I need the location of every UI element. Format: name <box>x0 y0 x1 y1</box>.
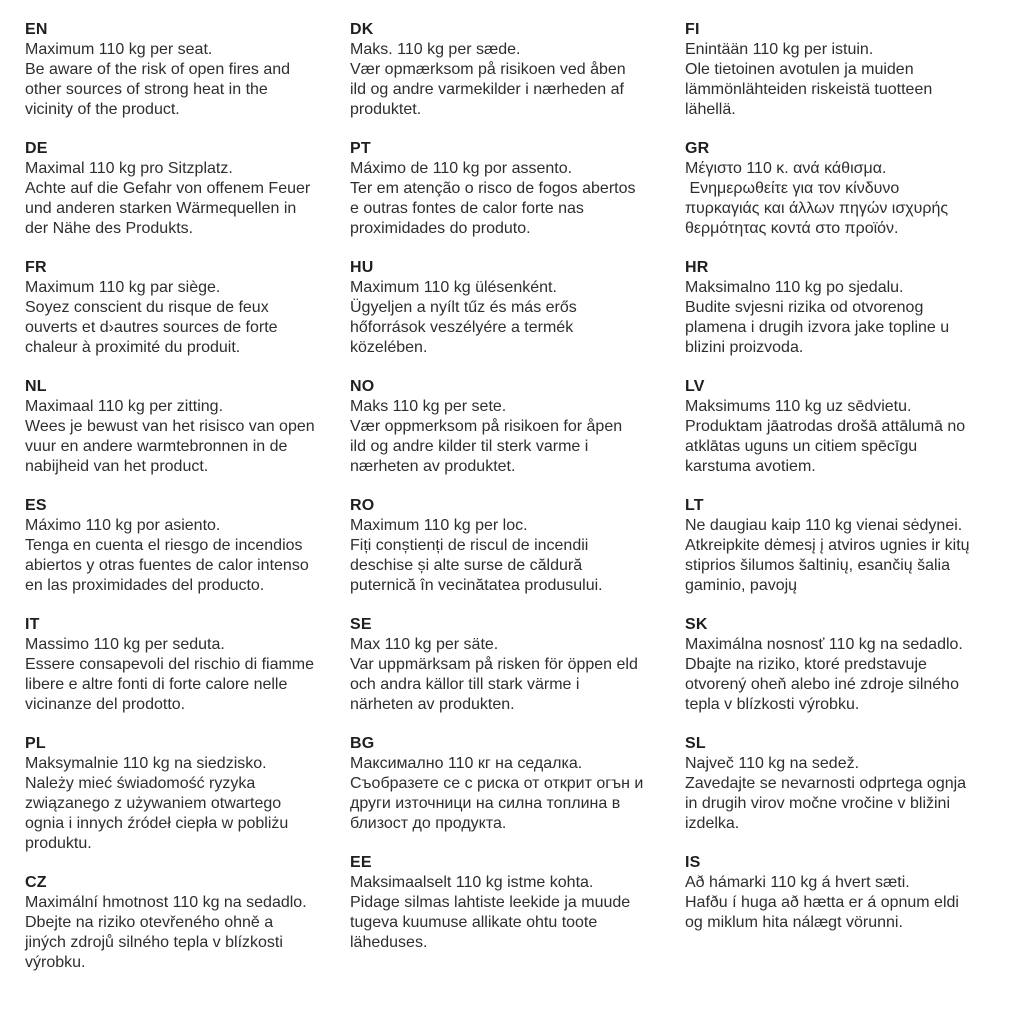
notice-line: Be aware of the risk of open fires and <box>25 61 291 78</box>
notice-line: близост до продукта. <box>350 815 507 832</box>
notice-line: karstuma avotiem. <box>685 458 816 475</box>
notice-line: e outras fontes de calor forte nas <box>350 200 584 217</box>
notice-line: tugeva kuumuse allikate ohtu toote <box>350 914 598 931</box>
notice-line: други източници на силна топлина в <box>350 795 621 812</box>
language-code: HU <box>350 259 374 276</box>
language-block-pl <box>25 734 350 854</box>
notice-line: πυρκαγιάς και άλλων πηγών ισχυρής <box>685 200 949 217</box>
notice-line: Vær oppmerksom på risikoen for åpen <box>350 418 623 435</box>
notice-line: proximidades do produto. <box>350 220 531 237</box>
language-code: BG <box>350 735 375 752</box>
notice-line: libere e altre fonti di forte calore nelle <box>25 676 288 693</box>
notice-line: jiných zdrojů silného tepla v blízkosti <box>25 934 283 951</box>
language-block-no <box>350 377 685 477</box>
notice-line: Máximo 110 kg por asiento. <box>25 517 221 534</box>
notice-line: Var uppmärksam på risken för öppen eld <box>350 656 638 673</box>
language-code: DE <box>25 140 48 157</box>
notice-line: Vær opmærksom på risikoen ved åben <box>350 61 626 78</box>
notice-line: Należy mieć świadomość ryzyka <box>25 775 256 792</box>
notice-line: Maksimums 110 kg uz sēdvietu. <box>685 398 912 415</box>
notice-line: og miklum hita nálægt vörunni. <box>685 914 903 931</box>
language-block-sl <box>685 734 1024 834</box>
language-block-se <box>350 615 685 715</box>
language-code: RO <box>350 497 375 514</box>
notice-line: Soyez conscient du risque de feux <box>25 299 269 316</box>
language-code: GR <box>685 140 710 157</box>
notice-line: en las proximidades del producto. <box>25 577 265 594</box>
notice-line: produktu. <box>25 835 92 852</box>
notice-line: Hafðu í huga að hætta er á opnum eldi <box>685 894 959 911</box>
notice-line: läheduses. <box>350 934 428 951</box>
notice-line: Maximaal 110 kg per zitting. <box>25 398 224 415</box>
language-block-lv <box>685 377 1024 477</box>
notice-line: hőforrások veszélyére a termék <box>350 319 574 336</box>
notice-line: Ole tietoinen avotulen ja muiden <box>685 61 914 78</box>
notice-line: Að hámarki 110 kg á hvert sæti. <box>685 874 910 891</box>
notice-line: in drugih virov močne vročine v bližini <box>685 795 950 812</box>
notice-line: stiprios šilumos šaltinių, esančių šalia <box>685 557 950 574</box>
language-block-pt <box>350 139 685 239</box>
notice-line: und anderen starken Wärmequellen in <box>25 200 297 217</box>
notice-line: och andra källor till stark värme i <box>350 676 580 693</box>
column-3 <box>685 20 1024 952</box>
language-code: PT <box>350 140 371 157</box>
notice-line: Максимално 110 кг на седалка. <box>350 755 583 772</box>
notice-line: Maximálna nosnosť 110 kg na sedadlo. <box>685 636 963 653</box>
language-block-es <box>25 496 350 596</box>
notice-line: výrobku. <box>25 954 86 971</box>
notice-line: ild og andre varmekilder i nærheden af <box>350 81 624 98</box>
notice-line: ognia i innych źródeł ciepła w pobliżu <box>25 815 289 832</box>
language-block-dk <box>350 20 685 120</box>
notice-line: közelében. <box>350 339 428 356</box>
language-block-hu <box>350 258 685 358</box>
notice-line: Enintään 110 kg per istuin. <box>685 41 874 58</box>
notice-line: Wees je bewust van het risisco van open <box>25 418 315 435</box>
language-code: SK <box>685 616 708 633</box>
notice-line: lähellä. <box>685 101 736 118</box>
language-code: EE <box>350 854 372 871</box>
notice-line: Atkreipkite dėmesį į atviros ugnies ir kitų <box>685 537 970 554</box>
language-block-hr <box>685 258 1024 358</box>
notice-line: vuur en andere warmtebronnen in de <box>25 438 288 455</box>
notice-line: plamena i drugih izvora jake topline u <box>685 319 950 336</box>
notice-line: ild og andre kilder til sterk varme i <box>350 438 589 455</box>
notice-line: Max 110 kg per säte. <box>350 636 499 653</box>
notice-line: Ne daugiau kaip 110 kg vienai sėdynei. <box>685 517 963 534</box>
notice-line: Maximální hmotnost 110 kg na sedadlo. <box>25 894 307 911</box>
language-block-gr <box>685 139 1024 239</box>
language-block-sk <box>685 615 1024 715</box>
language-block-it <box>25 615 350 715</box>
notice-line: Maximum 110 kg ülésenként. <box>350 279 557 296</box>
notice-line: Maks 110 kg per sete. <box>350 398 507 415</box>
notice-line: Maximum 110 kg par siège. <box>25 279 221 296</box>
language-code: PL <box>25 735 46 752</box>
notice-line: Съобразете се с риска от открит огън и <box>350 775 644 792</box>
notice-line: produktet. <box>350 101 422 118</box>
notice-line: lämmönlähteiden riskeistä tuotteen <box>685 81 933 98</box>
notice-line: Pidage silmas lahtiste leekide ja muude <box>350 894 631 911</box>
language-code: NO <box>350 378 375 395</box>
language-code: NL <box>25 378 47 395</box>
language-block-fr <box>25 258 350 358</box>
notice-line: Maks. 110 kg per sæde. <box>350 41 521 58</box>
notice-line: Máximo de 110 kg por assento. <box>350 160 573 177</box>
notice-line: Maximum 110 kg per loc. <box>350 517 528 534</box>
notice-line: Produktam jāatrodas drošā attālumā no <box>685 418 966 435</box>
notice-line: vicinanze del prodotto. <box>25 696 186 713</box>
notice-line: związanego z używaniem otwartego <box>25 795 282 812</box>
language-block-en <box>25 20 350 120</box>
language-block-de <box>25 139 350 239</box>
notice-line: Maximum 110 kg per seat. <box>25 41 213 58</box>
language-code: FI <box>685 21 700 38</box>
notice-line: other sources of strong heat in the <box>25 81 268 98</box>
notice-line: närheten av produkten. <box>350 696 515 713</box>
language-block-ee <box>350 853 685 953</box>
notice-line: Budite svjesni rizika od otvorenog <box>685 299 924 316</box>
notice-line: nabijheid van het product. <box>25 458 209 475</box>
notice-line: deschise și alte surse de căldură <box>350 557 583 574</box>
notice-line: otvorený oheň alebo iné zdroje silného <box>685 676 959 693</box>
language-block-lt <box>685 496 1024 596</box>
notice-line: Essere consapevoli del rischio di fiamme <box>25 656 315 673</box>
notice-line: Maksimaalselt 110 kg istme kohta. <box>350 874 594 891</box>
notice-line: gaminio, pavojų <box>685 577 798 594</box>
notice-line: chaleur à proximité du produit. <box>25 339 241 356</box>
notice-line: Maximal 110 kg pro Sitzplatz. <box>25 160 233 177</box>
notice-line: blizini proizvoda. <box>685 339 804 356</box>
language-block-cz <box>25 873 350 973</box>
language-code: EN <box>25 21 48 38</box>
notice-line: Dbajte na riziko, ktoré predstavuje <box>685 656 927 673</box>
language-block-nl <box>25 377 350 477</box>
notice-line: izdelka. <box>685 815 740 832</box>
notice-line: Dbejte na riziko otevřeného ohně a <box>25 914 274 931</box>
language-block-bg <box>350 734 685 834</box>
language-block-ro <box>350 496 685 596</box>
notice-line: Ter em atenção o risco de fogos abertos <box>350 180 636 197</box>
notice-line: Massimo 110 kg per seduta. <box>25 636 225 653</box>
notice-line: Ügyeljen a nyílt tűz és más erős <box>350 299 577 316</box>
notice-line: Achte auf die Gefahr von offenem Feuer <box>25 180 311 197</box>
language-code: HR <box>685 259 709 276</box>
language-code: LT <box>685 497 704 514</box>
notice-line: Tenga en cuenta el riesgo de incendios <box>25 537 303 554</box>
column-2 <box>350 20 685 972</box>
language-code: ES <box>25 497 47 514</box>
notice-line: Največ 110 kg na sedež. <box>685 755 860 772</box>
language-code: DK <box>350 21 374 38</box>
notice-line: nærheten av produktet. <box>350 458 516 475</box>
notice-line: Maksymalnie 110 kg na siedzisko. <box>25 755 267 772</box>
notice-line: atklātas uguns un citiem spēcīgu <box>685 438 918 455</box>
notice-line: Fiți conștienți de riscul de incendii <box>350 537 589 554</box>
language-code: CZ <box>25 874 47 891</box>
notice-line: ouverts et d›autres sources de forte <box>25 319 278 336</box>
language-block-is <box>685 853 1024 933</box>
notice-line: Zavedajte se nevarnosti odprtega ognja <box>685 775 967 792</box>
notice-line: puternică în vecinătatea produsului. <box>350 577 603 594</box>
language-block-fi <box>685 20 1024 120</box>
language-code: IT <box>25 616 40 633</box>
column-1 <box>25 20 350 992</box>
notice-line: tepla v blízkosti výrobku. <box>685 696 860 713</box>
notice-line: Ενημερωθείτε για τον κίνδυνο <box>685 180 900 197</box>
notice-line: Maksimalno 110 kg po sjedalu. <box>685 279 904 296</box>
notice-line: Μέγιστο 110 κ. ανά κάθισμα. <box>685 160 887 177</box>
notice-line: θερμότητας κοντά στο προϊόν. <box>685 220 899 237</box>
language-code: FR <box>25 259 47 276</box>
notice-line: abiertos y otras fuentes de calor intenso <box>25 557 309 574</box>
notice-line: der Nähe des Produkts. <box>25 220 194 237</box>
notice-line: vicinity of the product. <box>25 101 180 118</box>
language-code: IS <box>685 854 701 871</box>
language-code: SL <box>685 735 706 752</box>
language-code: LV <box>685 378 705 395</box>
language-code: SE <box>350 616 372 633</box>
